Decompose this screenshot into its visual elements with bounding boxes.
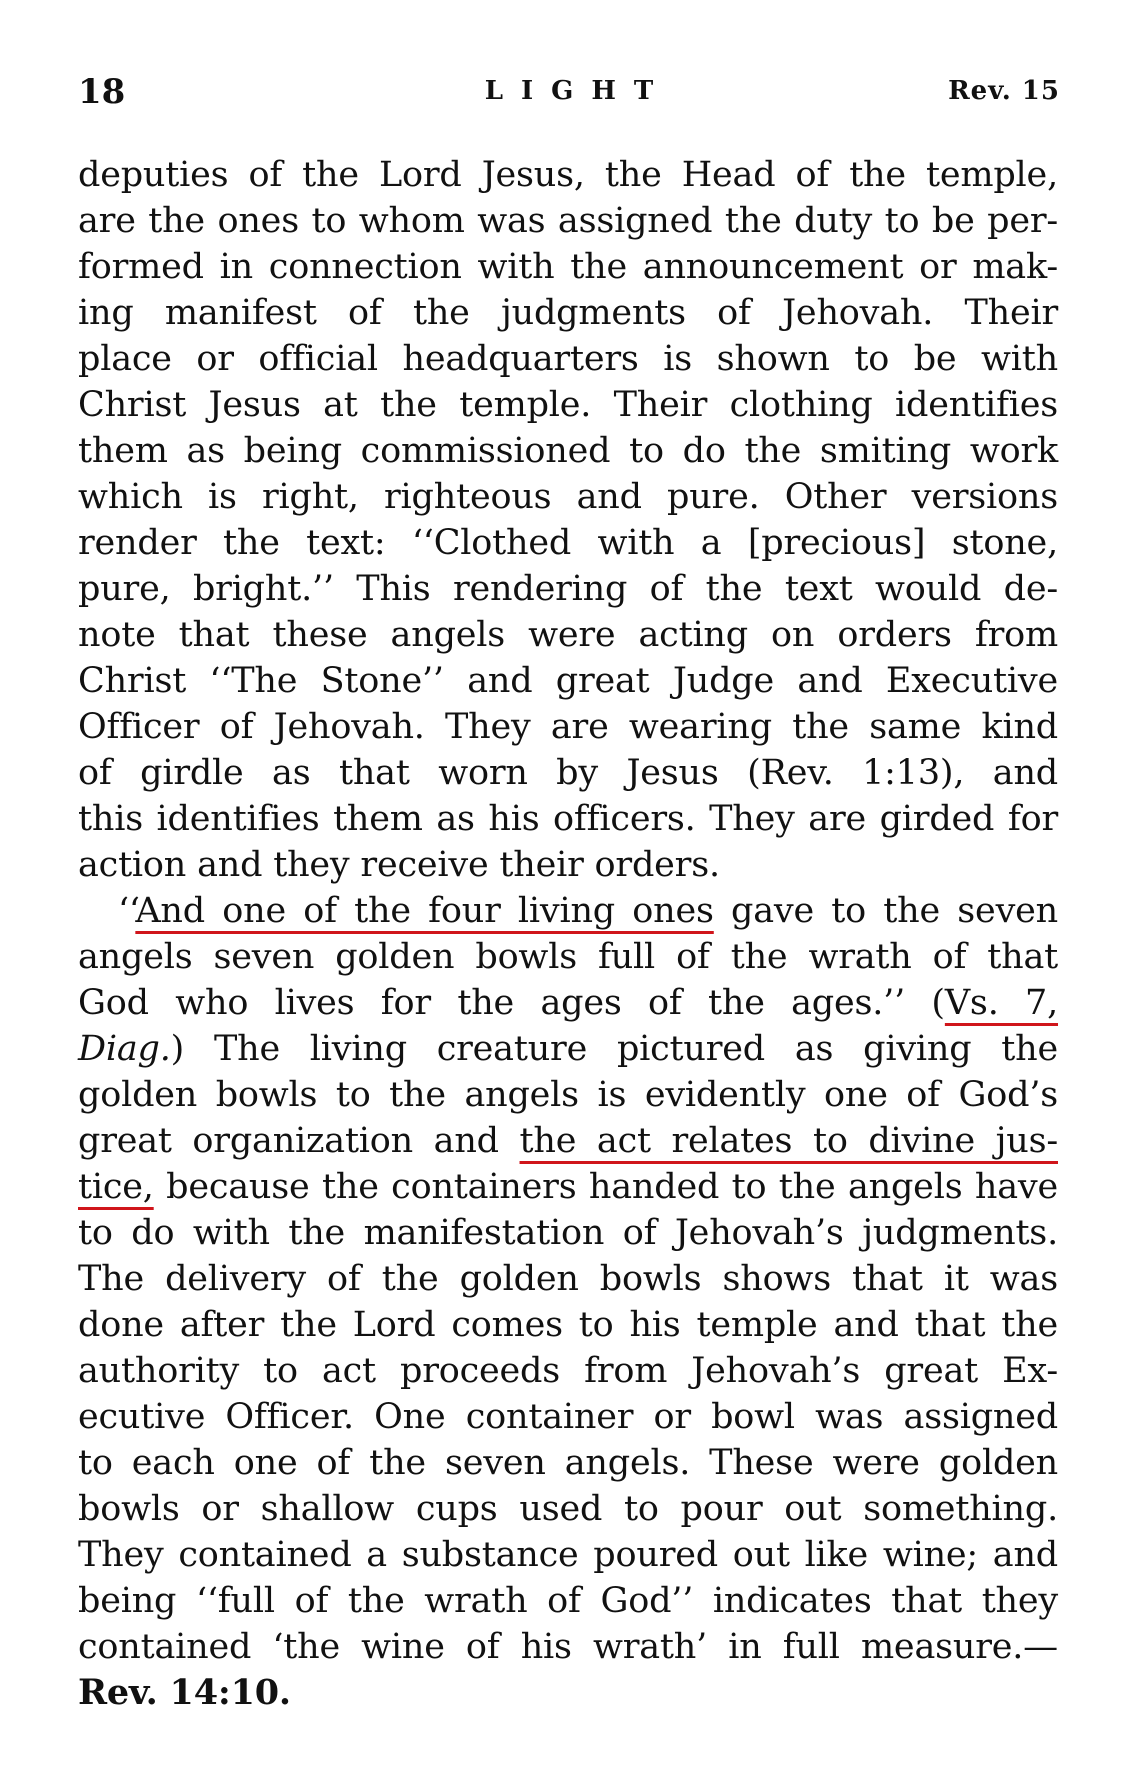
text-line: render the text: ‘‘Clothed with a [precious] stone,	[78, 523, 1058, 563]
text-line: authority to act proceeds from Jehovah’s great Ex-	[78, 1351, 1058, 1391]
text-run: because the containers handed to the angels have	[153, 1167, 1058, 1207]
open-quote: ‘‘	[118, 891, 136, 931]
scripture-reference: Rev. 14:10.	[78, 1672, 291, 1713]
underlined-phrase: Vs. 7,	[944, 983, 1059, 1023]
text-line: Christ Jesus at the temple. Their clothing identifies	[78, 385, 1058, 425]
italic-citation: Diag.	[78, 1029, 171, 1069]
chapter-reference: Rev. 15	[948, 76, 1060, 106]
running-header	[78, 72, 1060, 112]
text-line: note that these angels were acting on orders from	[78, 615, 1058, 655]
page-number: 18	[78, 72, 126, 112]
running-title: LIGHT	[484, 76, 672, 106]
text-line: place or official headquarters is shown to be with	[78, 339, 1058, 379]
body-text	[78, 152, 1058, 1716]
text-line: of girdle as that worn by Jesus (Rev. 1:13), and	[78, 753, 1058, 793]
text-line: angels seven golden bowls full of the wrath of that	[78, 937, 1058, 977]
text-line: action and they receive their orders.	[78, 845, 720, 885]
text-line: done after the Lord comes to his temple and that the	[78, 1305, 1058, 1345]
text-line: to do with the manifestation of Jehovah’s judgments.	[78, 1213, 1058, 1253]
text-line: Officer of Jehovah. They are wearing the same kind	[78, 707, 1058, 747]
text-line: being ‘‘full of the wrath of God’’ indicates that they	[78, 1581, 1058, 1621]
text-line: to each one of the seven angels. These were golden	[78, 1443, 1058, 1483]
text-line: which is right, righteous and pure. Other versions	[78, 477, 1058, 517]
underlined-phrase: And one of the four living ones	[135, 891, 714, 931]
text-line	[78, 1164, 1058, 1210]
text-line: this identifies them as his officers. They are girded for	[78, 799, 1058, 839]
underlined-phrase: tice,	[78, 1167, 154, 1207]
text-line: bowls or shallow cups used to pour out something.	[78, 1489, 1058, 1529]
paragraph-1	[78, 152, 1058, 888]
text-run: God who lives for the ages of the ages.’’ (	[78, 983, 945, 1023]
text-line	[78, 888, 1058, 934]
text-line: pure, bright.’’ This rendering of the text would de-	[78, 569, 1058, 609]
underlined-phrase: the act relates to divine jus-	[519, 1121, 1058, 1161]
text-line: contained ‘the wine of his wrath’ in full measure.—	[78, 1627, 1058, 1667]
text-line: formed in connection with the announcement or mak-	[78, 247, 1058, 287]
text-line: The delivery of the golden bowls shows that it was	[78, 1259, 1058, 1299]
text-run: gave to the seven	[713, 891, 1058, 931]
text-line	[78, 1118, 1058, 1164]
text-line: ecutive Officer. One container or bowl was assigned	[78, 1397, 1058, 1437]
text-line: ing manifest of the judgments of Jehovah. Their	[78, 293, 1058, 333]
text-line: Christ ‘‘The Stone’’ and great Judge and Executive	[78, 661, 1058, 701]
text-line: them as being commissioned to do the smiting work	[78, 431, 1058, 471]
text-line: deputies of the Lord Jesus, the Head of the temple,	[78, 155, 1058, 195]
text-run: great organization and	[78, 1121, 520, 1161]
text-line	[78, 980, 1058, 1026]
text-line	[78, 1026, 1058, 1072]
text-line: golden bowls to the angels is evidently one of God’s	[78, 1075, 1058, 1115]
text-line: are the ones to whom was assigned the duty to be per-	[78, 201, 1058, 241]
paragraph-2	[78, 888, 1058, 1716]
text-line: They contained a substance poured out like wine; and	[78, 1535, 1058, 1575]
text-run: ) The living creature pictured as giving the	[170, 1029, 1058, 1069]
